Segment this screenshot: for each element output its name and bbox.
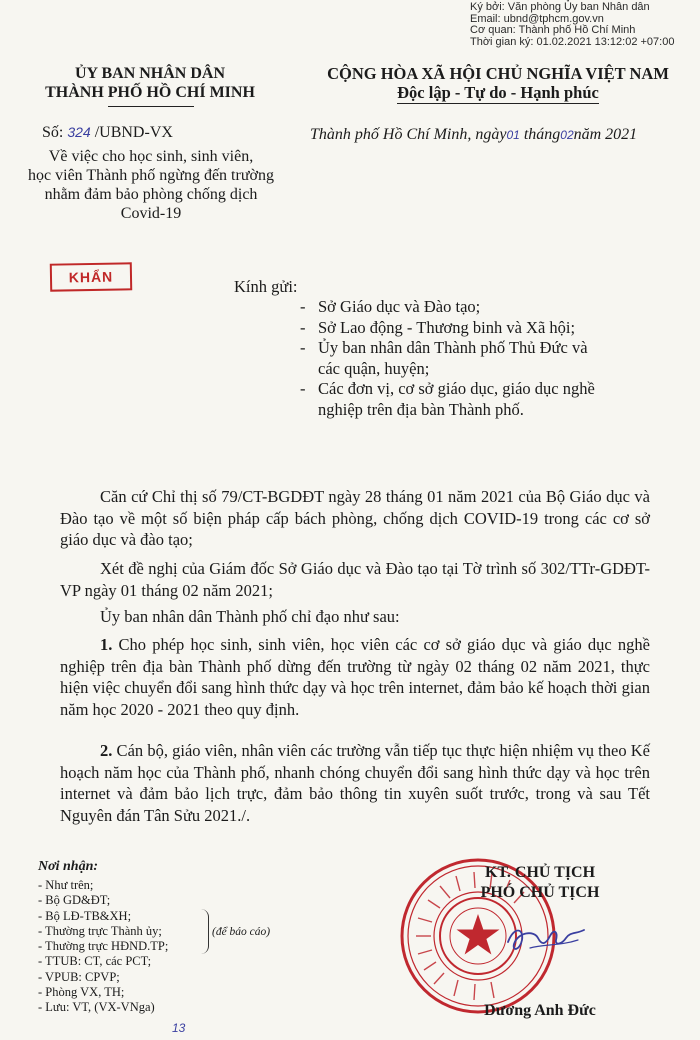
recipient-item [300, 297, 670, 318]
recipient-item [300, 379, 670, 420]
signer-agency: Cơ quan: Thành phố Hồ Chí Minh [470, 24, 636, 36]
doc-number-suffix: /UBND-VX [94, 124, 173, 141]
authority-line1: ỦY BAN NHÂN DÂN [74, 65, 226, 82]
distribution-item: - TTUB: CT, các PCT; [38, 954, 152, 969]
body-paragraph-1 [60, 486, 650, 551]
dash: - [300, 317, 306, 337]
authority-underline [108, 106, 194, 107]
recipients-title: Nơi nhận: [38, 859, 99, 874]
recipient-text: Ủy ban nhân dân Thành phố Thủ Đức và [318, 338, 588, 357]
signed-by: Ký bởi: Văn phòng Ủy ban Nhân dân [470, 1, 650, 13]
body-item-1 [60, 634, 650, 720]
authority-line2: THÀNH PHỐ HỒ CHÍ MINH [45, 84, 255, 101]
document-subject [10, 147, 292, 223]
date-day-handwritten: 01 [506, 128, 520, 142]
item-text: Cán bộ, giáo viên, nhân viên các trường vẫn tiếp tục thực hiện nhiệm vụ theo Kế hoạch năm học của Thành phố, nhanh chóng chuyển đổi sang hình thức dạy và học trên internet và đảm bảo lịch trực, đảm bảo thông tin xuyên suốt trước, trong và sau Tết Nguyên đán Tân Sửu 2021./. [60, 741, 650, 825]
paragraph-text: Xét đề nghị của Giám đốc Sở Giáo dục và Đào tạo tại Tờ trình số 302/TTr-GDĐT-VP ngày 01 tháng 02 năm 2021; [60, 559, 650, 600]
handwritten-count: 13 [172, 1021, 186, 1035]
recipient-text: Các đơn vị, cơ sở giáo dục, giáo dục nghề [318, 379, 595, 398]
report-note: (để báo cáo) [212, 926, 271, 938]
national-motto: Độc lập - Tự do - Hạnh phúc [397, 83, 599, 102]
dash: - [300, 379, 306, 398]
recipient-list [300, 297, 670, 420]
dash: - [300, 297, 306, 316]
paragraph-text: Ủy ban nhân dân Thành phố chỉ đạo như sau: [100, 607, 400, 626]
subject-line: Về việc cho học sinh, sinh viên, [48, 148, 254, 165]
paragraph-text: Căn cứ Chỉ thị số 79/CT-BGDĐT ngày 28 tháng 01 năm 2021 của Bộ Giáo dục và Đào tạo về một số biện pháp cấp bách phòng, chống dịch COVID-19 trong các cơ sở giáo dục và đào tạo; [60, 487, 650, 549]
urgent-stamp: KHẨN [50, 262, 132, 291]
signer-name: Dương Anh Đức [484, 1002, 596, 1019]
signing-line2: PHÓ CHỦ TỊCH [480, 884, 600, 901]
signer-email: Email: ubnd@tphcm.gov.vn [470, 12, 604, 25]
dash: - [300, 338, 306, 357]
national-title [296, 64, 700, 104]
distribution-item: - Lưu: VT, (VX-VNga) [38, 1000, 155, 1015]
distribution-item: - Bộ GD&ĐT; [38, 893, 111, 908]
body-paragraph-2 [60, 558, 650, 601]
doc-number-handwritten: 324 [67, 124, 91, 140]
date-text: Thành phố Hồ Chí Minh, ngày [310, 126, 507, 143]
date-text: năm 2021 [573, 126, 638, 143]
subject-line: nhằm đảm bảo phòng chống dịch [44, 186, 258, 203]
signing-line1: KT. CHỦ TỊCH [484, 864, 596, 881]
recipient-item [300, 318, 670, 339]
distribution-item: - Thường trực Thành ủy; [38, 923, 162, 938]
item-number: 1. [100, 635, 113, 654]
body-item-2 [60, 740, 650, 826]
greeting: Kính gửi: [234, 277, 298, 296]
distribution-item: - Như trên; [38, 878, 94, 892]
item-number: 2. [100, 741, 113, 760]
issuing-authority [0, 64, 300, 102]
digital-signature-info [470, 2, 674, 48]
country-name: CỘNG HÒA XÃ HỘI CHỦ NGHĨA VIỆT NAM [327, 64, 669, 83]
date-text: tháng [523, 126, 561, 143]
signing-title [440, 863, 640, 903]
document-date [310, 126, 637, 144]
body-paragraph-3 [60, 606, 650, 628]
document-number [42, 124, 173, 142]
doc-number-prefix: Số: [42, 124, 64, 141]
distribution-item: - Phòng VX, TH; [38, 985, 125, 1000]
distribution-item: - Bộ LĐ-TB&XH; [38, 908, 132, 923]
report-brace [198, 909, 209, 954]
recipient-text: các quận, huyện; [318, 358, 430, 378]
recipients-distribution-list [38, 878, 168, 1016]
subject-line: học viên Thành phố ngừng đến trường [28, 167, 274, 184]
subject-line: Covid-19 [120, 205, 182, 222]
recipient-text: Sở Lao động - Thương binh và Xã hội; [318, 317, 576, 337]
recipient-item [300, 338, 670, 379]
distribution-item: - Thường trực HĐND.TP; [38, 939, 169, 954]
distribution-item: - VPUB: CPVP; [38, 969, 120, 984]
recipient-text: nghiệp trên địa bàn Thành phố. [318, 399, 524, 419]
signed-time: Thời gian ký: 01.02.2021 13:12:02 +07:00 [470, 35, 675, 48]
recipient-text: Sở Giáo dục và Đào tạo; [318, 297, 481, 316]
date-month-handwritten: 02 [560, 128, 574, 142]
signature-icon [500, 918, 590, 958]
item-text: Cho phép học sinh, sinh viên, học viên các cơ sở giáo dục và giáo dục nghề nghiệp trên địa bàn Thành phố dừng đến trường từ ngày 02 tháng 02 năm 2021, thực hiện việc chuyển đổi sang hình thức dạy và học trên internet, đảm bảo kế hoạch thời gian năm học 2020 - 2021 theo quy định. [60, 635, 650, 719]
